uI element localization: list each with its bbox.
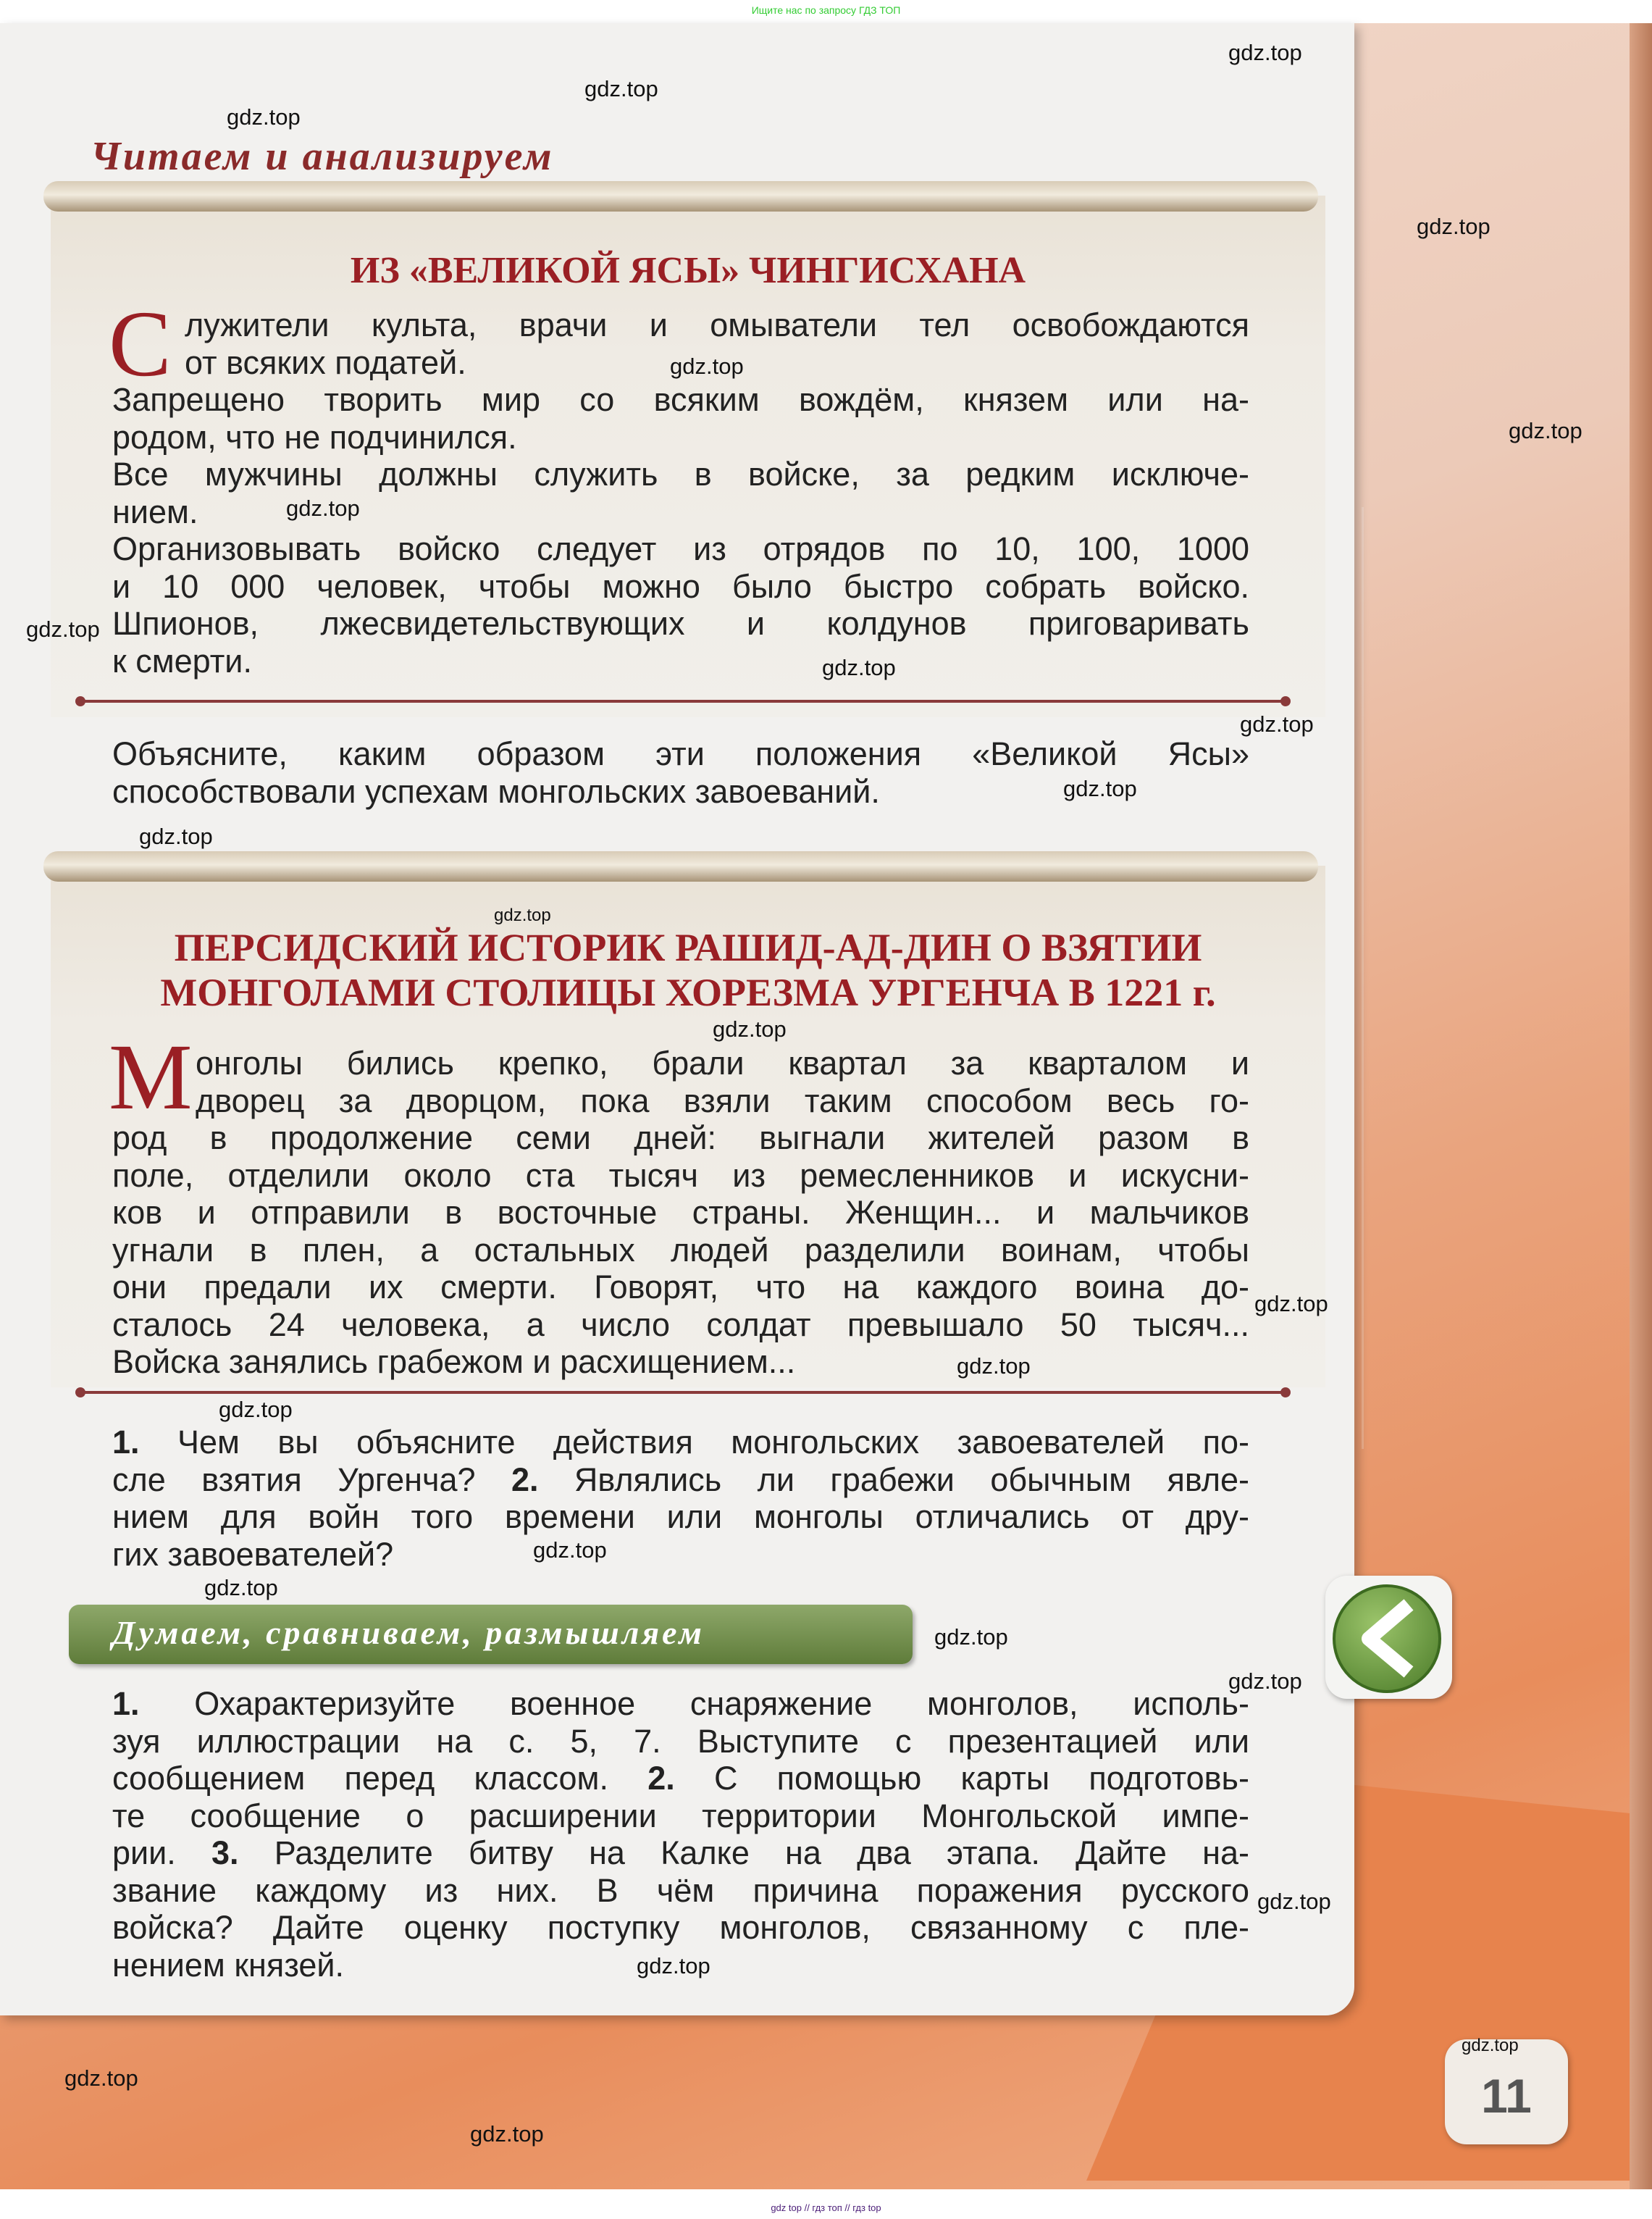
top-note: Ищите нас по запросу ГДЗ ТОП [751, 4, 901, 16]
scroll-rod [43, 181, 1318, 212]
text-line: рии. [112, 1834, 176, 1871]
chevron-left-icon [1347, 1594, 1434, 1681]
watermark: gdz.top [26, 617, 100, 642]
watermark: gdz.top [64, 2065, 138, 2091]
question-number: 3. [211, 1834, 239, 1871]
watermark: gdz.top [637, 1953, 710, 1978]
text-line: Все мужчины должны служить в войске, за редким исключе- [112, 456, 1249, 493]
text-line: Охарактеризуйте военное снаряжение монголов, исполь- [194, 1685, 1249, 1722]
text-line: они предали их смерти. Говорят, что на каждого воина до- [112, 1269, 1249, 1305]
divider [78, 1391, 1288, 1394]
watermark: gdz.top [286, 496, 360, 521]
text-line: Являлись ли грабежи обычным явле- [538, 1460, 1249, 1498]
text-line: сле взятия Ургенча? [112, 1460, 511, 1498]
text-line: Шпионов, лжесвидетельствующих и колдунов приговаривать [112, 605, 1249, 642]
text-line: к смерти. [112, 642, 252, 680]
source-1-title: ИЗ «ВЕЛИКОЙ ЯСЫ» ЧИНГИСХАНА [350, 250, 1026, 291]
scroll-rod [43, 851, 1318, 882]
watermark: gdz.top [533, 1537, 607, 1563]
watermark: gdz.top [494, 906, 551, 925]
text-line: от всяких податей. [185, 343, 466, 381]
source-2-title-line: МОНГОЛАМИ СТОЛИЦЫ ХОРЕЗМА УРГЕНЧА В 1221 г. [160, 971, 1216, 1014]
watermark: gdz.top [934, 1624, 1008, 1650]
text-line: сообщением перед классом. [112, 1760, 608, 1797]
text-line: родом, что не подчинился. [112, 418, 517, 456]
watermark: gdz.top [957, 1353, 1031, 1379]
text-line: гих завоевателей? [112, 1535, 394, 1573]
watermark: gdz.top [1063, 776, 1137, 801]
watermark: gdz.top [1240, 711, 1314, 737]
text-line: зуя иллюстрации на с. 5, 7. Выступите с презентацией или [112, 1722, 1249, 1760]
watermark: gdz.top [1257, 1889, 1331, 1914]
watermark: gdz.top [204, 1575, 278, 1600]
text-line: Разделите битву на Калке на два этапа. Дайте на- [274, 1834, 1249, 1871]
text-line: С помощью карты подготовь- [713, 1760, 1249, 1797]
text-line: Организовывать войско следует из отрядов по 10, 100, 1000 [112, 530, 1249, 567]
question-number: 1. [112, 1424, 140, 1460]
watermark: gdz.top [1462, 2036, 1519, 2055]
watermark: gdz.top [1417, 214, 1490, 239]
text-line: угнали в плен, а остальных людей разделили воинам, чтобы [112, 1231, 1249, 1269]
text-line: сталось 24 человека, а число солдат превышало 50 тысяч... [112, 1305, 1249, 1343]
watermark: gdz.top [470, 2121, 544, 2147]
watermark: gdz.top [584, 76, 658, 101]
text-line: нением князей. [112, 1946, 345, 1984]
background-sketch [1362, 507, 1637, 1449]
text-line: те сообщение о расширении территории Монгольской импе- [112, 1797, 1249, 1834]
watermark: gdz.top [139, 824, 213, 849]
divider [78, 700, 1288, 703]
question-number: 2. [511, 1460, 539, 1498]
book-edge [1630, 23, 1652, 2189]
text-line: ков и отправили в восточные страны. Женщин... и мальчиков [112, 1194, 1249, 1231]
text-line: Объясните, каким образом эти положения «Великой Ясы» [112, 735, 1249, 772]
text-line: Чем вы объясните действия монгольских завоевателей по- [139, 1424, 1249, 1460]
watermark: gdz.top [1254, 1291, 1328, 1316]
watermark: gdz.top [1228, 40, 1302, 65]
source-2-title-line: ПЕРСИДСКИЙ ИСТОРИК РАШИД-АД-ДИН О ВЗЯТИИ [174, 926, 1202, 969]
question-number: 1. [112, 1685, 140, 1722]
think-questions [112, 1685, 1249, 1984]
watermark: gdz.top [713, 1016, 787, 1042]
text-line: онголы бились крепко, брали квартал за кварталом и [196, 1045, 1249, 1082]
text-line: нием. [112, 493, 198, 530]
bottom-note: gdz top // гдз топ // гдз top [771, 2202, 881, 2213]
watermark: gdz.top [1228, 1668, 1302, 1694]
page-number: 11 [1445, 2039, 1568, 2144]
drop-cap: М [109, 1025, 193, 1129]
drop-cap: С [109, 292, 172, 396]
text-line: поле, отделили около ста тысяч из ремесленников и искусни- [112, 1156, 1249, 1194]
source-2-text [112, 1045, 1249, 1381]
text-line: род в продолжение семи дней: выгнали жителей разом в [112, 1119, 1249, 1156]
watermark: gdz.top [227, 104, 301, 130]
watermark: gdz.top [822, 655, 896, 680]
text-line: дворец за дворцом, пока взяли таким способом весь го- [196, 1082, 1249, 1119]
section-heading: Читаем и анализируем [91, 134, 554, 179]
watermark: gdz.top [219, 1397, 293, 1422]
text-line: звание каждому из них. В чём причина поражения русского [112, 1871, 1249, 1909]
text-line: способствовали успехам монгольских завоеваний. [112, 772, 880, 810]
source-2-questions [112, 1424, 1249, 1573]
text-line: нием для войн того времени или монголы отличались от дру- [112, 1498, 1249, 1535]
text-line: Запрещено творить мир со всяким вождём, князем или на- [112, 381, 1249, 418]
text-line: лужители культа, врачи и омыватели тел освобождаются [185, 306, 1249, 343]
back-button[interactable] [1325, 1576, 1452, 1699]
text-line: Войска занялись грабежом и расхищением... [112, 1343, 796, 1380]
question-number: 2. [647, 1760, 675, 1797]
think-banner: Думаем, сравниваем, размышляем [69, 1605, 913, 1664]
text-line: и 10 000 человек, чтобы можно было быстро собрать войско. [112, 567, 1249, 605]
watermark: gdz.top [670, 354, 744, 379]
watermark: gdz.top [1509, 418, 1582, 443]
text-line: войска? Дайте оценку поступку монголов, связанному с пле- [112, 1909, 1249, 1946]
